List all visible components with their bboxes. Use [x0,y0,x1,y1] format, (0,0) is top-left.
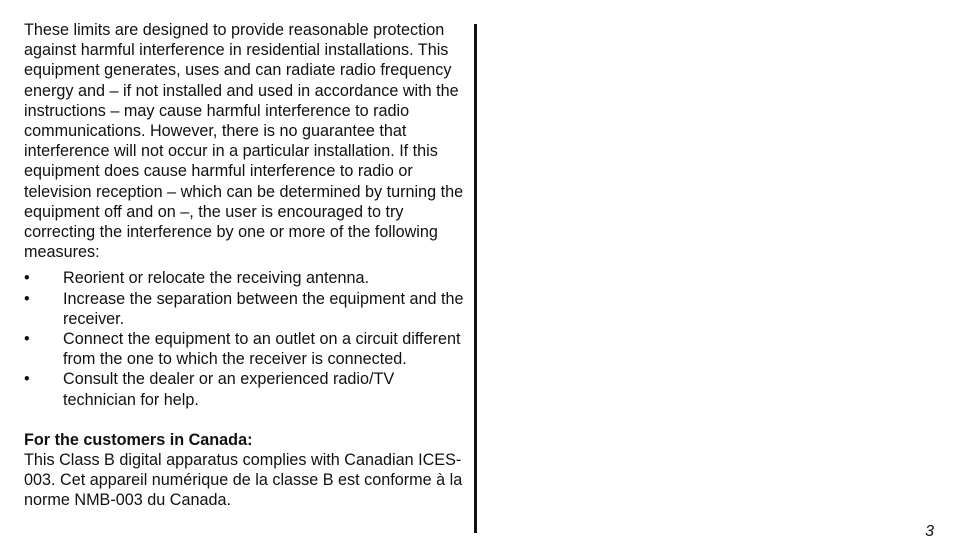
bullet-icon: • [24,370,30,389]
canada-section [24,430,468,511]
measure-text: Reorient or relocate the receiving antenna. [63,269,369,288]
intro-paragraph: These limits are designed to provide reasonable protection against harmful interference in residential installations. This equipment generates, uses and can radiate radio frequency energy and – if not installed and used in accordance with the instructions – may cause harmful interference to radio communications. However, there is no guarantee that interference will not occur in a particular installation. If this equipment does cause harmful interference to radio or television reception – which can be determined by turning the equipment off and on –, the user is encouraged to try correcting the interference by one or more of the following measures: [24,21,464,262]
bullet-icon: • [24,269,30,288]
list-item [24,329,468,369]
column-divider [474,24,477,533]
list-item [24,369,468,409]
measure-text: Connect the equipment to an outlet on a circuit different from the one to which the receiver is connected. [63,330,461,369]
bullet-icon: • [24,330,30,349]
text-column [24,20,468,511]
measure-text: Increase the separation between the equipment and the receiver. [63,289,464,328]
canada-body: This Class B digital apparatus complies with Canadian ICES-003. Cet appareil numérique de la classe B est conforme à la norme NMB-003 du Canada. [24,451,463,510]
measure-text: Consult the dealer or an experienced radio/TV technician for help. [63,370,395,409]
bullet-icon: • [24,289,30,308]
canada-heading: For the customers in Canada: [24,430,253,449]
page-number: 3 [925,523,934,540]
measures-list [24,268,468,409]
list-item [24,289,468,329]
list-item [24,268,468,288]
